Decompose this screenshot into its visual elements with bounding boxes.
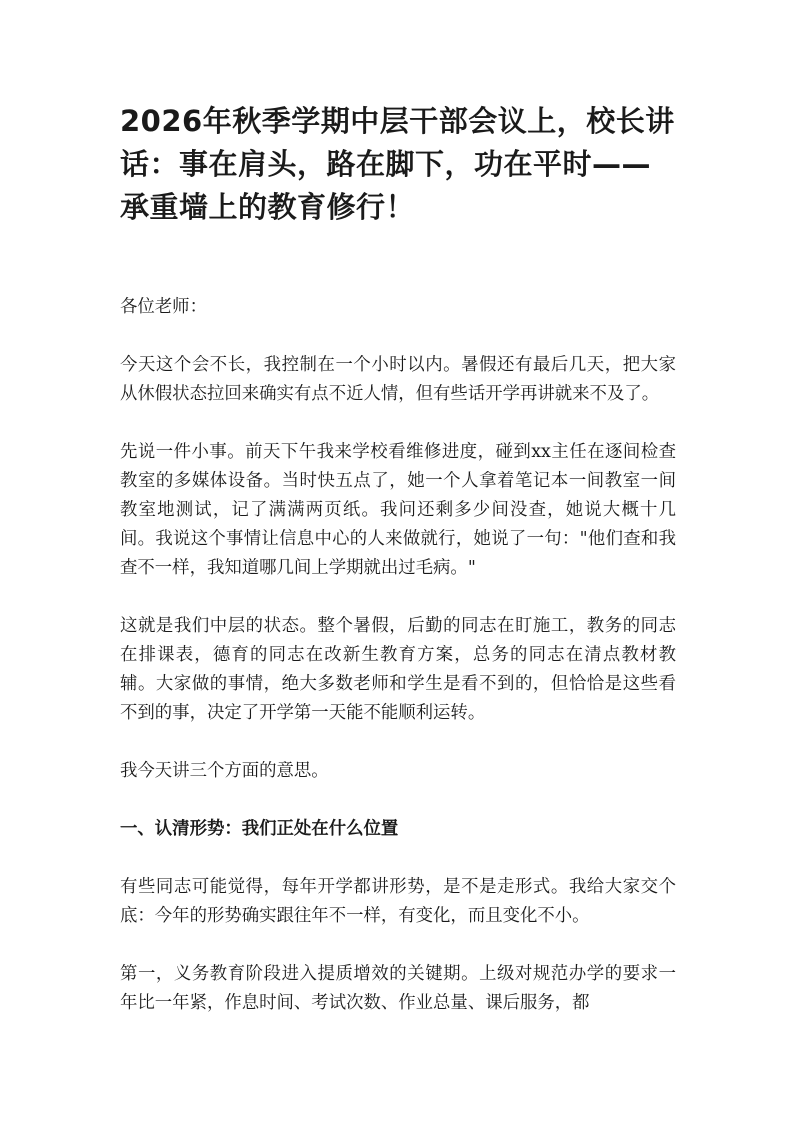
paragraph: 先说一件小事。前天下午我来学校看维修进度，碰到xx主任在逐间检查教室的多媒体设备。当时快五点了，她一个人拿着笔记本一间教室一间教室地测试，记了满满两页纸。我问还剩多少间没查，她说大概十几间。我说这个事情让信息中心的人来做就行，她说了一句："他们查和我查不一样，我知道哪几间上学期就出过毛病。" (120, 442, 676, 578)
paragraph: 有些同志可能觉得，每年开学都讲形势，是不是走形式。我给大家交个底：今年的形势确实跟往年不一样，有变化，而且变化不小。 (120, 877, 676, 926)
paragraph: 第一，义务教育阶段进入提质增效的关键期。上级对规范办学的要求一年比一年紧，作息时间、考试次数、作业总量、课后服务，都 (120, 964, 676, 1013)
document-title: 2026年秋季学期中层干部会议上，校长讲话：事在肩头，路在脚下，功在平时——承重墙上的教育修行！ (120, 104, 675, 224)
section-heading: 一、认清形势：我们正处在什么位置 (120, 819, 399, 839)
greeting: 各位老师： (120, 297, 207, 317)
paragraph: 今天这个会不长，我控制在一个小时以内。暑假还有最后几天，把大家从休假状态拉回来确实有点不近人情，但有些话开学再讲就来不及了。 (120, 355, 676, 404)
paragraph: 我今天讲三个方面的意思。 (120, 761, 329, 781)
document-page (120, 100, 676, 1047)
paragraph: 这就是我们中层的状态。整个暑假，后勤的同志在盯施工，教务的同志在排课表，德育的同志在改新生教育方案，总务的同志在清点教材教辅。大家做的事情，绝大多数老师和学生是看不到的，但恰恰是这些看不到的事，决定了开学第一天能不能顺利运转。 (120, 616, 676, 723)
